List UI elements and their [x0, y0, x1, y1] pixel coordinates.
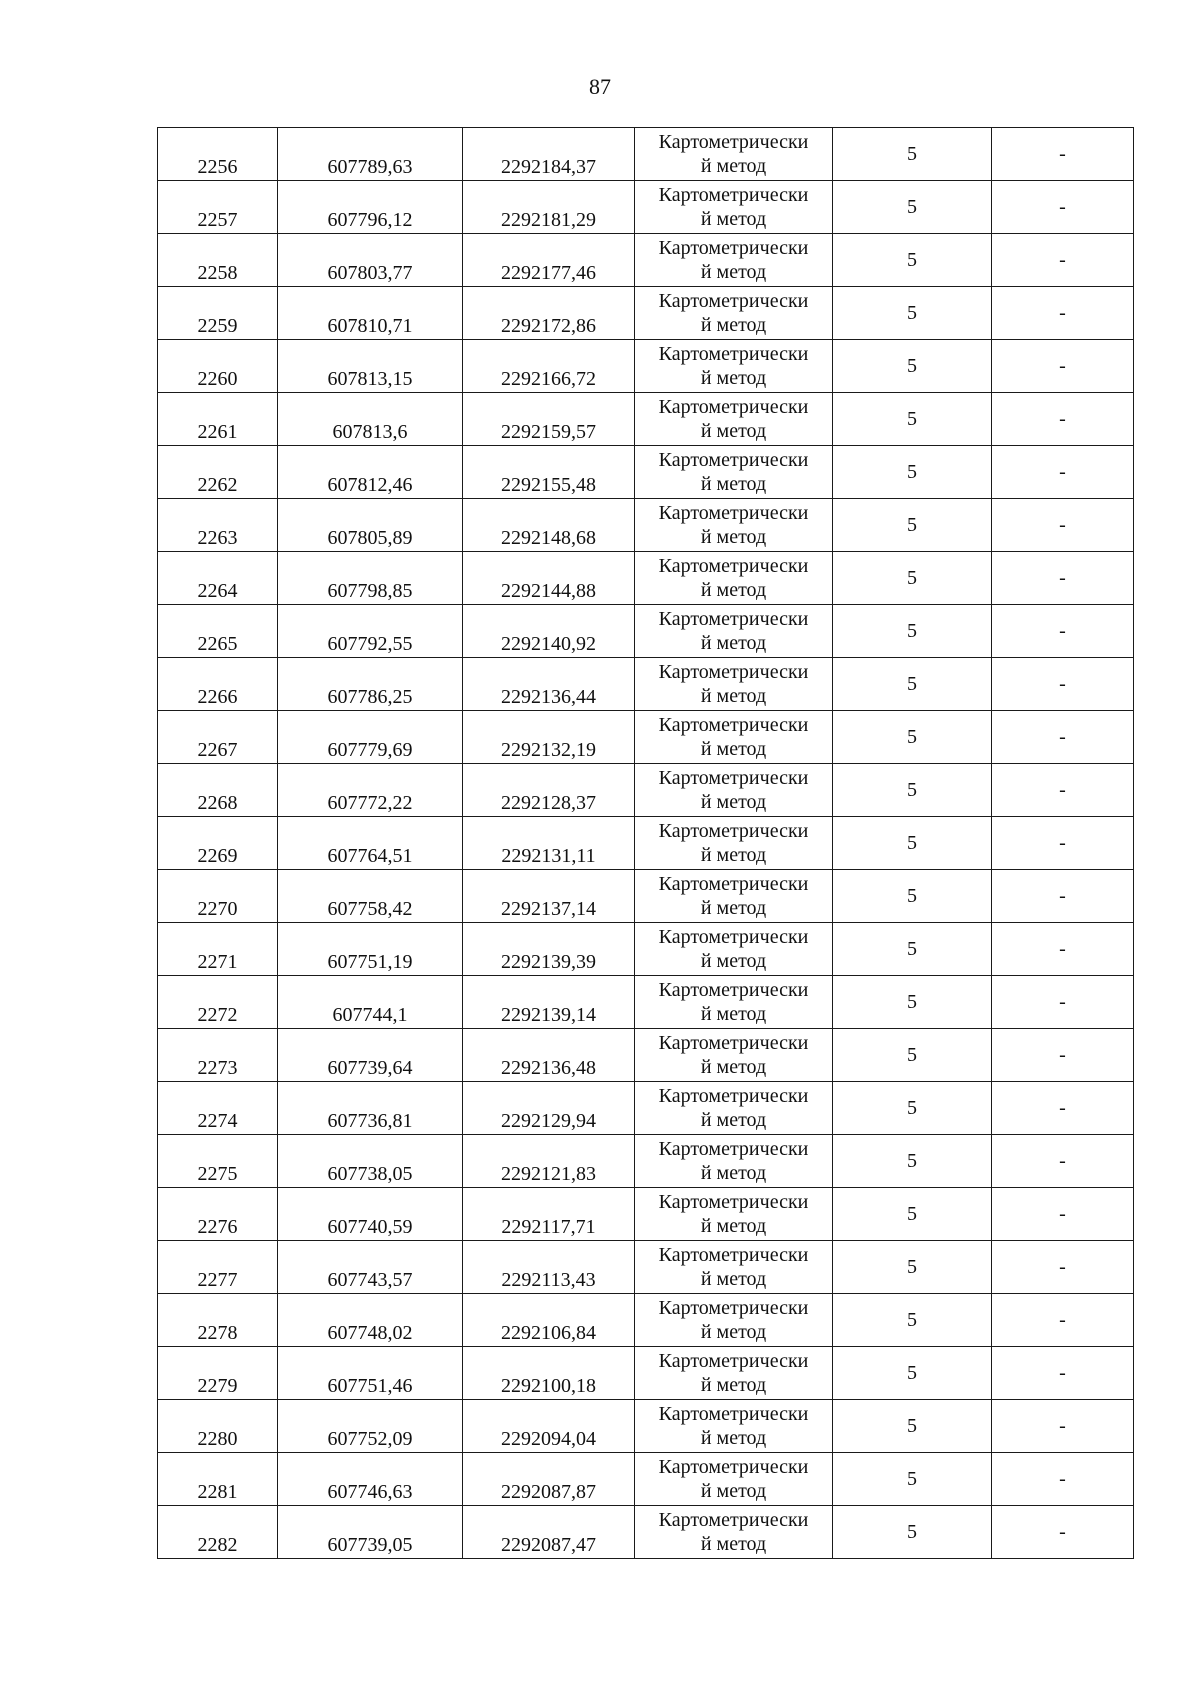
method-text-line-1: Картометрически	[658, 290, 809, 312]
point-number-cell: 2258	[158, 234, 278, 287]
accuracy-cell: 5	[833, 446, 992, 499]
y-coordinate-cell: 2292131,11	[463, 817, 635, 870]
method-cell	[635, 1241, 833, 1294]
accuracy-cell: 5	[833, 287, 992, 340]
method-text-line-1: Картометрически	[658, 767, 809, 789]
point-number-cell: 2257	[158, 181, 278, 234]
method-text-line-1: Картометрически	[658, 1244, 809, 1266]
accuracy-cell: 5	[833, 1082, 992, 1135]
note-cell: -	[992, 658, 1134, 711]
x-coordinate-cell: 607751,46	[278, 1347, 463, 1400]
method-text-line-1: Картометрически	[658, 979, 809, 1001]
method-text-line-2: й метод	[700, 420, 767, 442]
y-coordinate-cell: 2292129,94	[463, 1082, 635, 1135]
note-cell: -	[992, 499, 1134, 552]
table-row	[158, 1400, 1134, 1453]
point-number-cell: 2273	[158, 1029, 278, 1082]
method-cell	[635, 287, 833, 340]
x-coordinate-cell: 607792,55	[278, 605, 463, 658]
method-cell	[635, 340, 833, 393]
y-coordinate-cell: 2292106,84	[463, 1294, 635, 1347]
y-coordinate-cell: 2292087,87	[463, 1453, 635, 1506]
x-coordinate-cell: 607740,59	[278, 1188, 463, 1241]
method-cell	[635, 1188, 833, 1241]
y-coordinate-cell: 2292094,04	[463, 1400, 635, 1453]
y-coordinate-cell: 2292100,18	[463, 1347, 635, 1400]
accuracy-cell: 5	[833, 976, 992, 1029]
method-text-line-1: Картометрически	[658, 1403, 809, 1425]
method-text-line-2: й метод	[700, 1162, 767, 1184]
note-cell: -	[992, 1453, 1134, 1506]
table-row	[158, 1347, 1134, 1400]
y-coordinate-cell: 2292117,71	[463, 1188, 635, 1241]
x-coordinate-cell: 607796,12	[278, 181, 463, 234]
point-number-cell: 2278	[158, 1294, 278, 1347]
x-coordinate-cell: 607779,69	[278, 711, 463, 764]
point-number-cell: 2262	[158, 446, 278, 499]
y-coordinate-cell: 2292177,46	[463, 234, 635, 287]
table-row	[158, 446, 1134, 499]
table-row	[158, 340, 1134, 393]
method-text-line-1: Картометрически	[658, 131, 809, 153]
method-cell	[635, 1347, 833, 1400]
y-coordinate-cell: 2292137,14	[463, 870, 635, 923]
y-coordinate-cell: 2292159,57	[463, 393, 635, 446]
note-cell: -	[992, 1506, 1134, 1559]
method-text-line-2: й метод	[700, 1480, 767, 1502]
method-text-line-2: й метод	[700, 844, 767, 866]
method-text-line-2: й метод	[700, 685, 767, 707]
accuracy-cell: 5	[833, 711, 992, 764]
method-cell	[635, 1400, 833, 1453]
accuracy-cell: 5	[833, 870, 992, 923]
method-text-line-1: Картометрически	[658, 926, 809, 948]
point-number-cell: 2270	[158, 870, 278, 923]
method-text-line-2: й метод	[700, 1427, 767, 1449]
point-number-cell: 2274	[158, 1082, 278, 1135]
x-coordinate-cell: 607758,42	[278, 870, 463, 923]
method-cell	[635, 1294, 833, 1347]
y-coordinate-cell: 2292144,88	[463, 552, 635, 605]
method-text-line-2: й метод	[700, 579, 767, 601]
table-row	[158, 128, 1134, 181]
method-text-line-1: Картометрически	[658, 555, 809, 577]
accuracy-cell: 5	[833, 764, 992, 817]
table-row	[158, 605, 1134, 658]
x-coordinate-cell: 607772,22	[278, 764, 463, 817]
y-coordinate-cell: 2292166,72	[463, 340, 635, 393]
method-cell	[635, 128, 833, 181]
method-cell	[635, 870, 833, 923]
table-row	[158, 393, 1134, 446]
table-row	[158, 1241, 1134, 1294]
point-number-cell: 2279	[158, 1347, 278, 1400]
x-coordinate-cell: 607810,71	[278, 287, 463, 340]
method-cell	[635, 923, 833, 976]
coordinates-table	[157, 127, 1134, 1559]
accuracy-cell: 5	[833, 817, 992, 870]
method-cell	[635, 605, 833, 658]
method-text-line-1: Картометрически	[658, 449, 809, 471]
method-cell	[635, 1135, 833, 1188]
x-coordinate-cell: 607738,05	[278, 1135, 463, 1188]
note-cell: -	[992, 1347, 1134, 1400]
method-text-line-1: Картометрически	[658, 1509, 809, 1531]
method-text-line-1: Картометрически	[658, 608, 809, 630]
note-cell: -	[992, 976, 1134, 1029]
table-row	[158, 1135, 1134, 1188]
x-coordinate-cell: 607744,1	[278, 976, 463, 1029]
point-number-cell: 2281	[158, 1453, 278, 1506]
note-cell: -	[992, 446, 1134, 499]
note-cell: -	[992, 181, 1134, 234]
accuracy-cell: 5	[833, 1506, 992, 1559]
accuracy-cell: 5	[833, 552, 992, 605]
table-row	[158, 1188, 1134, 1241]
x-coordinate-cell: 607751,19	[278, 923, 463, 976]
method-text-line-1: Картометрически	[658, 502, 809, 524]
accuracy-cell: 5	[833, 923, 992, 976]
x-coordinate-cell: 607748,02	[278, 1294, 463, 1347]
note-cell: -	[992, 764, 1134, 817]
note-cell: -	[992, 711, 1134, 764]
note-cell: -	[992, 1400, 1134, 1453]
table-row	[158, 711, 1134, 764]
method-cell	[635, 1453, 833, 1506]
method-text-line-1: Картометрически	[658, 1085, 809, 1107]
note-cell: -	[992, 1029, 1134, 1082]
y-coordinate-cell: 2292140,92	[463, 605, 635, 658]
method-text-line-1: Картометрически	[658, 1032, 809, 1054]
method-text-line-1: Картометрически	[658, 1191, 809, 1213]
note-cell: -	[992, 817, 1134, 870]
x-coordinate-cell: 607746,63	[278, 1453, 463, 1506]
x-coordinate-cell: 607786,25	[278, 658, 463, 711]
accuracy-cell: 5	[833, 181, 992, 234]
x-coordinate-cell: 607813,6	[278, 393, 463, 446]
y-coordinate-cell: 2292148,68	[463, 499, 635, 552]
note-cell: -	[992, 605, 1134, 658]
y-coordinate-cell: 2292121,83	[463, 1135, 635, 1188]
note-cell: -	[992, 1188, 1134, 1241]
note-cell: -	[992, 1241, 1134, 1294]
method-text-line-1: Картометрически	[658, 1138, 809, 1160]
method-cell	[635, 1029, 833, 1082]
y-coordinate-cell: 2292139,39	[463, 923, 635, 976]
table-row	[158, 1082, 1134, 1135]
method-cell	[635, 817, 833, 870]
table-row	[158, 499, 1134, 552]
method-cell	[635, 711, 833, 764]
method-text-line-2: й метод	[700, 1268, 767, 1290]
method-text-line-2: й метод	[700, 897, 767, 919]
note-cell: -	[992, 1294, 1134, 1347]
accuracy-cell: 5	[833, 605, 992, 658]
note-cell: -	[992, 870, 1134, 923]
method-text-line-2: й метод	[700, 473, 767, 495]
method-text-line-2: й метод	[700, 738, 767, 760]
point-number-cell: 2275	[158, 1135, 278, 1188]
method-text-line-2: й метод	[700, 314, 767, 336]
point-number-cell: 2263	[158, 499, 278, 552]
y-coordinate-cell: 2292132,19	[463, 711, 635, 764]
note-cell: -	[992, 1082, 1134, 1135]
point-number-cell: 2269	[158, 817, 278, 870]
method-cell	[635, 446, 833, 499]
table-row	[158, 870, 1134, 923]
note-cell: -	[992, 287, 1134, 340]
y-coordinate-cell: 2292136,44	[463, 658, 635, 711]
point-number-cell: 2277	[158, 1241, 278, 1294]
method-text-line-2: й метод	[700, 1321, 767, 1343]
note-cell: -	[992, 128, 1134, 181]
method-text-line-2: й метод	[700, 1374, 767, 1396]
y-coordinate-cell: 2292139,14	[463, 976, 635, 1029]
point-number-cell: 2260	[158, 340, 278, 393]
x-coordinate-cell: 607805,89	[278, 499, 463, 552]
x-coordinate-cell: 607789,63	[278, 128, 463, 181]
method-text-line-1: Картометрически	[658, 237, 809, 259]
y-coordinate-cell: 2292087,47	[463, 1506, 635, 1559]
method-cell	[635, 1506, 833, 1559]
accuracy-cell: 5	[833, 1400, 992, 1453]
point-number-cell: 2265	[158, 605, 278, 658]
accuracy-cell: 5	[833, 1347, 992, 1400]
table-row	[158, 976, 1134, 1029]
method-text-line-2: й метод	[700, 208, 767, 230]
method-text-line-2: й метод	[700, 1056, 767, 1078]
method-cell	[635, 181, 833, 234]
note-cell: -	[992, 340, 1134, 393]
x-coordinate-cell: 607803,77	[278, 234, 463, 287]
method-text-line-1: Картометрически	[658, 1297, 809, 1319]
accuracy-cell: 5	[833, 1188, 992, 1241]
method-text-line-1: Картометрически	[658, 661, 809, 683]
coordinates-table-body	[158, 128, 1134, 1559]
method-cell	[635, 499, 833, 552]
accuracy-cell: 5	[833, 658, 992, 711]
accuracy-cell: 5	[833, 234, 992, 287]
method-text-line-1: Картометрически	[658, 343, 809, 365]
x-coordinate-cell: 607798,85	[278, 552, 463, 605]
x-coordinate-cell: 607764,51	[278, 817, 463, 870]
method-text-line-2: й метод	[700, 791, 767, 813]
point-number-cell: 2261	[158, 393, 278, 446]
method-text-line-2: й метод	[700, 632, 767, 654]
y-coordinate-cell: 2292172,86	[463, 287, 635, 340]
method-cell	[635, 393, 833, 446]
point-number-cell: 2259	[158, 287, 278, 340]
method-cell	[635, 658, 833, 711]
method-cell	[635, 234, 833, 287]
table-row	[158, 764, 1134, 817]
note-cell: -	[992, 393, 1134, 446]
table-row	[158, 287, 1134, 340]
method-text-line-2: й метод	[700, 367, 767, 389]
note-cell: -	[992, 923, 1134, 976]
point-number-cell: 2280	[158, 1400, 278, 1453]
note-cell: -	[992, 552, 1134, 605]
method-text-line-2: й метод	[700, 1109, 767, 1131]
table-row	[158, 1029, 1134, 1082]
table-row	[158, 1506, 1134, 1559]
accuracy-cell: 5	[833, 499, 992, 552]
y-coordinate-cell: 2292181,29	[463, 181, 635, 234]
y-coordinate-cell: 2292113,43	[463, 1241, 635, 1294]
method-text-line-2: й метод	[700, 155, 767, 177]
accuracy-cell: 5	[833, 1241, 992, 1294]
accuracy-cell: 5	[833, 1029, 992, 1082]
method-text-line-1: Картометрически	[658, 396, 809, 418]
accuracy-cell: 5	[833, 1453, 992, 1506]
point-number-cell: 2276	[158, 1188, 278, 1241]
method-text-line-1: Картометрически	[658, 1350, 809, 1372]
x-coordinate-cell: 607739,05	[278, 1506, 463, 1559]
accuracy-cell: 5	[833, 1294, 992, 1347]
method-text-line-2: й метод	[700, 950, 767, 972]
point-number-cell: 2268	[158, 764, 278, 817]
table-row	[158, 817, 1134, 870]
point-number-cell: 2264	[158, 552, 278, 605]
x-coordinate-cell: 607736,81	[278, 1082, 463, 1135]
y-coordinate-cell: 2292184,37	[463, 128, 635, 181]
page-number: 87	[589, 74, 611, 99]
point-number-cell: 2282	[158, 1506, 278, 1559]
table-row	[158, 1453, 1134, 1506]
accuracy-cell: 5	[833, 340, 992, 393]
method-cell	[635, 552, 833, 605]
table-row	[158, 181, 1134, 234]
method-text-line-1: Картометрически	[658, 1456, 809, 1478]
y-coordinate-cell: 2292155,48	[463, 446, 635, 499]
table-row	[158, 923, 1134, 976]
x-coordinate-cell: 607739,64	[278, 1029, 463, 1082]
method-text-line-2: й метод	[700, 1533, 767, 1555]
note-cell: -	[992, 1135, 1134, 1188]
table-row	[158, 234, 1134, 287]
note-cell: -	[992, 234, 1134, 287]
method-text-line-1: Картометрически	[658, 873, 809, 895]
point-number-cell: 2266	[158, 658, 278, 711]
method-text-line-1: Картометрически	[658, 714, 809, 736]
x-coordinate-cell: 607743,57	[278, 1241, 463, 1294]
method-cell	[635, 764, 833, 817]
point-number-cell: 2267	[158, 711, 278, 764]
point-number-cell: 2272	[158, 976, 278, 1029]
table-row	[158, 552, 1134, 605]
accuracy-cell: 5	[833, 393, 992, 446]
y-coordinate-cell: 2292128,37	[463, 764, 635, 817]
x-coordinate-cell: 607812,46	[278, 446, 463, 499]
method-text-line-2: й метод	[700, 526, 767, 548]
method-cell	[635, 1082, 833, 1135]
table-row	[158, 658, 1134, 711]
method-text-line-2: й метод	[700, 1003, 767, 1025]
method-text-line-1: Картометрически	[658, 820, 809, 842]
accuracy-cell: 5	[833, 128, 992, 181]
method-cell	[635, 976, 833, 1029]
x-coordinate-cell: 607813,15	[278, 340, 463, 393]
method-text-line-2: й метод	[700, 1215, 767, 1237]
point-number-cell: 2271	[158, 923, 278, 976]
x-coordinate-cell: 607752,09	[278, 1400, 463, 1453]
accuracy-cell: 5	[833, 1135, 992, 1188]
y-coordinate-cell: 2292136,48	[463, 1029, 635, 1082]
method-text-line-2: й метод	[700, 261, 767, 283]
point-number-cell: 2256	[158, 128, 278, 181]
table-row	[158, 1294, 1134, 1347]
method-text-line-1: Картометрически	[658, 184, 809, 206]
